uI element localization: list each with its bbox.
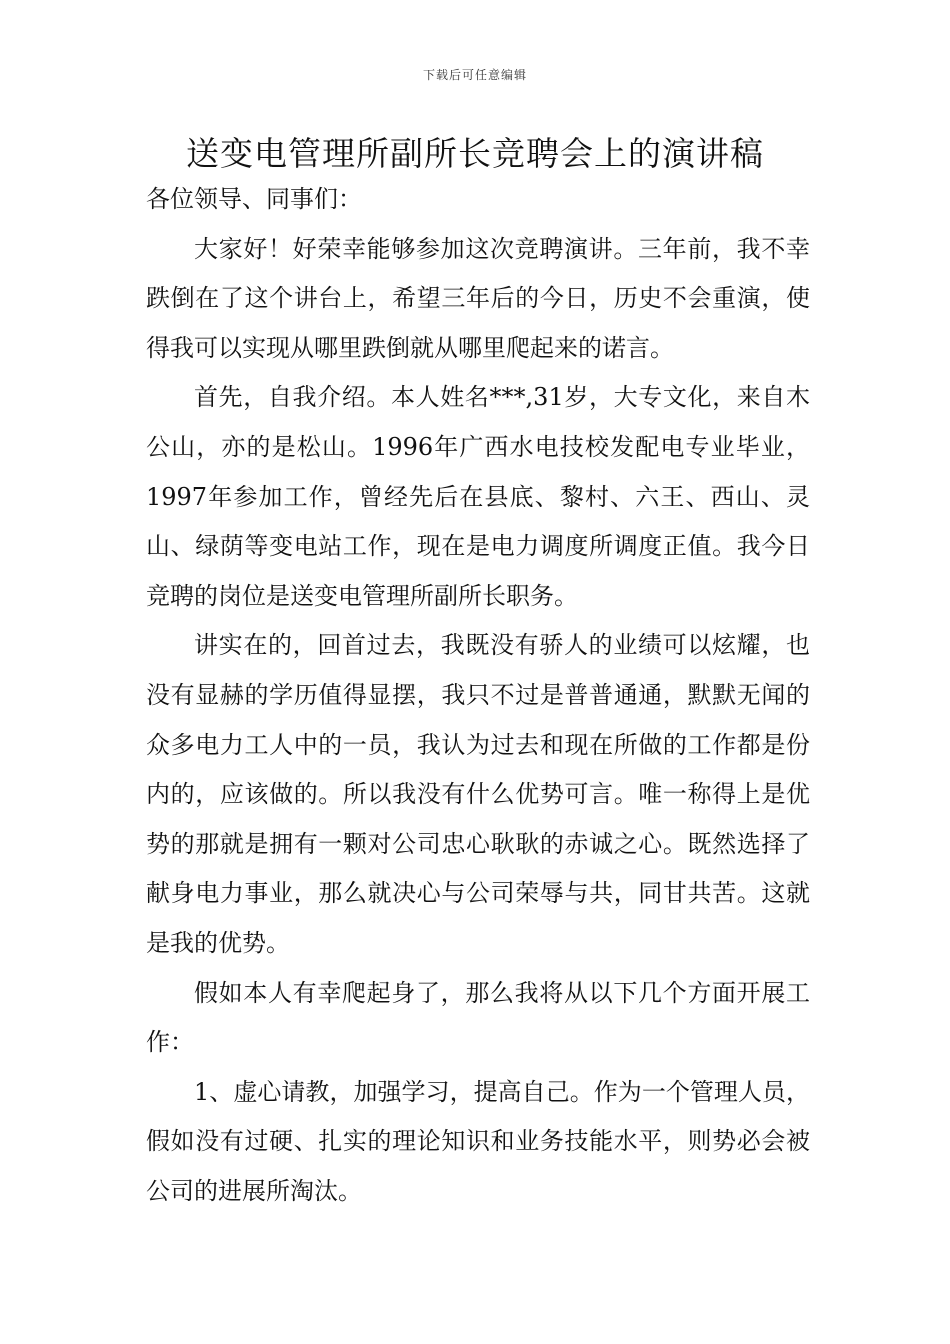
paragraph-greeting: 大家好！好荣幸能够参加这次竞聘演讲。三年前，我不幸跌倒在了这个讲台上，希望三年后的今日，历史不会重演，使得我可以实现从哪里跌倒就从哪里爬起来的诺言。	[146, 234, 810, 362]
paragraph-plan-item-1: 1、虚心请教，加强学习，提高自己。作为一个管理人员，假如没有过硬、扎实的理论知识和业务技能水平，则势必会被公司的进展所淘汰。	[146, 1077, 810, 1205]
paragraph-self-introduction: 首先，自我介绍。本人姓名***,31岁，大专文化，来自木公山，亦的是松山。1996年广西水电技校发配电专业毕业，1997年参加工作，曾经先后在县底、黎村、六王、西山、灵山、绿荫等变电站工作，现在是电力调度所调度正值。我今日竞聘的岗位是送变电管理所副所长职务。	[146, 383, 810, 610]
salutation: 各位领导、同事们：	[146, 185, 362, 213]
header-note: 下载后可任意编辑	[422, 68, 527, 82]
paragraph-work-plan-intro: 假如本人有幸爬起身了，那么我将从以下几个方面开展工作：	[146, 978, 810, 1057]
document-title: 送变电管理所副所长竞聘会上的演讲稿	[186, 134, 764, 173]
paragraph-advantages: 讲实在的，回首过去，我既没有骄人的业绩可以炫耀，也没有显赫的学历值得显摆，我只不过是普普通通，默默无闻的众多电力工人中的一员，我认为过去和现在所做的工作都是份内的，应该做的。所以我没有什么优势可言。唯一称得上是优势的那就是拥有一颗对公司忠心耿耿的赤诚之心。既然选择了献身电力事业，那么就决心与公司荣辱与共，同甘共苦。这就是我的优势。	[146, 631, 810, 957]
document-body	[146, 175, 810, 1216]
